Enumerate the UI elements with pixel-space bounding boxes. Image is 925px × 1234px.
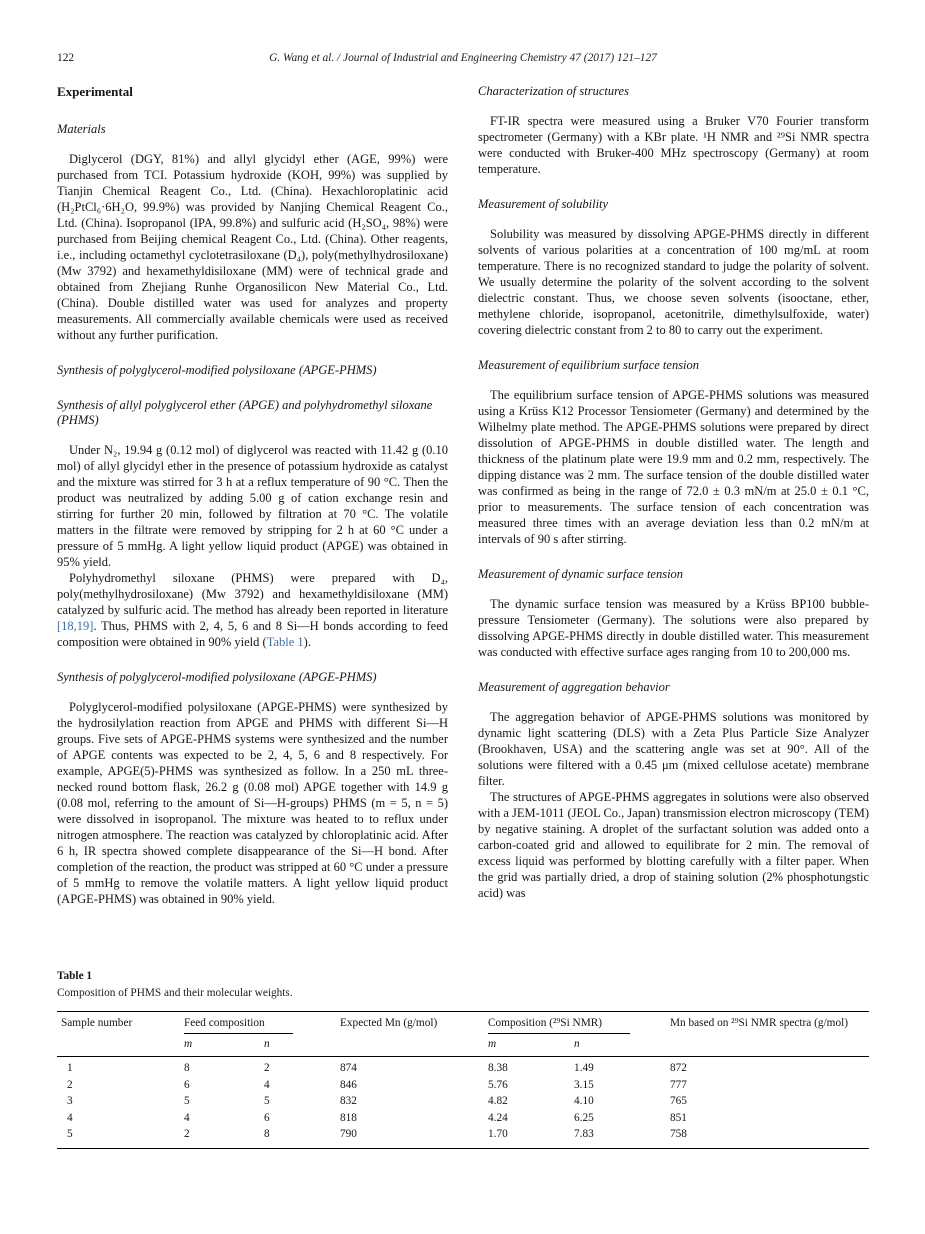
cell-feed-n: 2: [264, 1062, 270, 1074]
subsection-heading-aggregation-behavior: Measurement of aggregation behavior: [478, 680, 670, 694]
cell-sample: 2: [67, 1078, 73, 1091]
cell-nmr-m: 5.76: [488, 1078, 508, 1091]
paragraph-solubility: Solubility was measured by dissolving APGE-PHMS directly in different solvents of various polarities at a concentration of 100 mg/mL at room temperature. There is no recognized standard to judge the polarity of solvent. We usually determine the polarity of the solvent according to the solvent dielectric constant. Thus, we choose seven solvents (isooctane, ether, methylene chloride, isopropanol, acetonitrile, dimethylsulfoxide, water) covering dielectric constant from 2 to 80 to carry out the experiment.: [478, 227, 869, 337]
subsubsection-heading-synthesis-apge-phms-precursors: Synthesis of allyl polyglycerol ether (APGE) and polyhydromethyl siloxane (PHMS): [57, 398, 433, 427]
subsection-heading-materials: Materials: [57, 122, 106, 136]
table1-caption: Composition of PHMS and their molecular weights.: [57, 986, 293, 999]
table-row: [57, 1110, 869, 1127]
section-heading-experimental: Experimental: [57, 84, 133, 99]
table1-block: [57, 970, 869, 1149]
paragraph-synthesis-phms: [57, 570, 448, 650]
column-header-feed-composition: [184, 1012, 340, 1036]
cell-feed-m: 4: [184, 1111, 190, 1124]
column-header-mn-nmr: Mn based on ²⁹Si NMR spectra (g/mol): [670, 1017, 849, 1029]
cell-mn: 872: [670, 1062, 687, 1074]
subcolumn-header-nmr-m: m: [488, 1037, 497, 1050]
phms-text-1: Polyhydromethyl siloxane (PHMS) were prepared with D₄, poly(methylhydrosiloxane) (Mw 3792) and hexamethyldisiloxane (MM) catalyzed by sulfuric acid. The method has already been reported in literature: [57, 571, 448, 617]
cell-expected-mn: 846: [340, 1078, 357, 1091]
cell-mn: 851: [670, 1111, 687, 1124]
column-header-sample-number: Sample number: [61, 1017, 133, 1029]
cell-nmr-n: 1.49: [574, 1062, 594, 1074]
table1-label: Table 1: [57, 970, 93, 982]
paragraph-synthesis-apge: Under N₂, 19.94 g (0.12 mol) of diglycerol was reacted with 11.42 g (0.10 mol) of allyl glycidyl ether in the presence of potassium hydroxide as catalyst and the mixture was stirred for 3 h at a reflux temperature of 90 °C. Then the product was neutralized by adding 5.00 g of cation exchange resin and stirring for further 20 min, followed by filtration at 70 °C. The volatile matters in the filtrate were removed by stripping for 2 h at 60 °C under a pressure of 5 mmHg. A light yellow liquid product (APGE) was obtained in 95% yield.: [57, 443, 448, 569]
subcolumn-header-feed-m: m: [184, 1037, 193, 1050]
table-row: [57, 1057, 869, 1078]
paragraph-characterization: FT-IR spectra were measured using a Bruker V70 Fourier transform spectrometer (Germany) with a KBr plate. ¹H NMR and ²⁹Si NMR spectra were conducted with Bruker-400 MHz spectroscopy (Germany) at room temperature.: [478, 114, 869, 176]
subsection-heading-solubility: Measurement of solubility: [478, 197, 609, 211]
cell-sample: 4: [67, 1111, 73, 1124]
column-header-expected-mn: Expected Mn (g/mol): [340, 1017, 438, 1029]
table-row: [57, 1094, 869, 1111]
cell-expected-mn: 832: [340, 1095, 357, 1107]
subsubsection-heading-synthesis-modified-polysiloxane: Synthesis of polyglycerol-modified polysiloxane (APGE-PHMS): [57, 670, 377, 684]
cell-nmr-m: 4.82: [488, 1095, 508, 1107]
table-row: [57, 1127, 869, 1149]
cell-expected-mn: 874: [340, 1062, 357, 1074]
subcolumn-header-feed-n: n: [264, 1037, 270, 1050]
column-header-feed-composition-text: Feed composition: [184, 1017, 293, 1034]
cell-nmr-n: 7.83: [574, 1128, 594, 1140]
subsection-heading-characterization: Characterization of structures: [478, 84, 629, 98]
table1: [57, 1011, 869, 1149]
paragraph-equilibrium-surface-tension: The equilibrium surface tension of APGE-PHMS solutions was measured using a Krüss K12 Processor Tensiometer (Germany) and determined by the Wilhelmy plate method. The APGE-PHMS solutions were prepared by direct dissolution of APGE-PHMS in double distilled water. The length and thickness of the platinum plate were 19.9 mm and 0.2 mm, respectively. The dipping distance was 2 mm. The surface tension of the double distilled water was confirmed as being in the range of 72.0 ± 0.3 mN/m at 25.0 ± 0.1 °C, prior to measurements. The surface tension of each concentration was measured three times with an average deviation less than 0.2 mN/m at intervals of 90 s after stirring.: [478, 388, 869, 546]
column-header-composition-si-nmr-text: Composition (²⁹Si NMR): [488, 1017, 630, 1034]
cell-mn: 765: [670, 1095, 687, 1107]
subcolumn-header-nmr-n: n: [574, 1037, 580, 1050]
right-column: [478, 84, 869, 907]
paragraph-aggregation-tem: The structures of APGE-PHMS aggregates in solutions were also observed with a JEM-1011 (JEOL Co., Japan) transmission electron microscopy (TEM) by negative staining. A droplet of the surfactant solution was added onto a carbon-coated grid and allowed to equilibrate for 2 min. The removal of excess liquid was performed by blotting carefully with a filter paper. When the grid was partially dried, a drop of staining solution (2% phosphotungstic acid) was: [478, 790, 870, 900]
cell-feed-m: 6: [184, 1078, 190, 1091]
cell-expected-mn: 818: [340, 1111, 357, 1124]
left-column: [57, 84, 448, 907]
cell-feed-n: 4: [264, 1078, 270, 1091]
running-head: G. Wang et al. / Journal of Industrial and Engineering Chemistry 47 (2017) 121–127: [269, 52, 657, 64]
paragraph-aggregation-dls: The aggregation behavior of APGE-PHMS solutions was monitored by dynamic light scattering (DLS) with a Zeta Plus Particle Size Analyzer (Brookhaven, USA) and the scattering angle was set at 90°. All of the solutions were filtered with a 0.45 μm (mixed cellulose acetate) membrane filter.: [478, 710, 869, 788]
cell-nmr-n: 6.25: [574, 1111, 594, 1124]
column-header-composition-si-nmr: [488, 1012, 670, 1036]
cell-sample: 1: [67, 1062, 73, 1074]
subsection-heading-dynamic-surface-tension: Measurement of dynamic surface tension: [478, 567, 684, 581]
citation-link-18-19[interactable]: [18,19]: [57, 619, 94, 633]
subsection-heading-synthesis-apge-phms: Synthesis of polyglycerol-modified polysiloxane (APGE-PHMS): [57, 363, 377, 377]
paragraph-synthesis-apge-phms: Polyglycerol-modified polysiloxane (APGE-PHMS) were synthesized by the hydrosilylation reaction from APGE and PHMS with different Si—H groups. Five sets of APGE-PHMS systems were synthesized and the number of APGE contents was expected to be 2, 4, 5, 6 and 8 respectively. For example, APGE(5)-PHMS was synthesized as follow. In a 250 mL three-necked round bottom flask, 26.2 g (0.08 mol) APGE together with 14.9 g (0.08 mol, referring to the amount of Si—H-groups) PHMS (m = 5, n = 5) were dissolved in isopropanol. The mixture was heated to to reflux under nitrogen atmosphere. The reaction was catalyzed by chloroplatinic acid. After 6 h, IR spectra showed complete disappearance of the Si—H bond. After completion of the reaction, the product was stripped at 60 °C under a pressure of 5 mmHg to remove the volatile matters. A light yellow liquid product (APGE-PHMS) was obtained in 90% yield.: [57, 700, 448, 906]
phms-text-2: . Thus, PHMS with 2, 4, 5, 6 and 8 Si—H bonds according to feed composition were obtained in 90% yield (: [57, 619, 448, 649]
cell-feed-n: 8: [264, 1128, 270, 1140]
table1-crossref-link[interactable]: Table 1: [266, 635, 304, 649]
cell-feed-n: 6: [264, 1111, 270, 1124]
cell-feed-n: 5: [264, 1095, 270, 1107]
cell-nmr-n: 3.15: [574, 1078, 594, 1091]
cell-sample: 3: [67, 1095, 73, 1107]
cell-nmr-n: 4.10: [574, 1095, 594, 1107]
cell-feed-m: 8: [184, 1062, 190, 1074]
phms-text-3: ).: [303, 635, 311, 649]
paragraph-materials: Diglycerol (DGY, 81%) and allyl glycidyl ether (AGE, 99%) were purchased from TCI. Potassium hydroxide (KOH, 99%) was supplied by Tianjin Chemical Reagent Co., Ltd. (China). Hexachloroplatinic acid (H₂PtCl₆·6H₂O, 99.9%) was provided by Nanjing Chemical Reagent Co., Ltd. (China). Isopropanol (IPA, 99.8%) and sulfuric acid (H₂SO₄, 98%) were purchased from Beijing chemical Reagent Co., Ltd. (China). Other reagents, i.e., including octamethyl cyclotetrasiloxane (D₄), poly(methylhydrosiloxane) (Mw 3792) and hexamethyldisiloxane (MM) were of technical grade and obtained from Zhejiang Runhe Organosilicon New Material Co., Ltd. (China). Double distilled water was used for analyzes and property measurements. All commercially available chemicals were used as received without any further purification.: [57, 152, 448, 342]
table1-header-row-1: [57, 1012, 869, 1036]
cell-nmr-m: 4.24: [488, 1111, 508, 1124]
cell-sample: 5: [67, 1128, 73, 1140]
cell-expected-mn: 790: [340, 1128, 357, 1140]
cell-feed-m: 5: [184, 1095, 190, 1107]
page-header: [57, 52, 869, 64]
subsection-heading-equilibrium-surface-tension: Measurement of equilibrium surface tension: [478, 358, 700, 372]
cell-nmr-m: 1.70: [488, 1128, 508, 1140]
cell-nmr-m: 8.38: [488, 1062, 508, 1074]
page-number: 122: [57, 52, 75, 64]
paragraph-dynamic-surface-tension: The dynamic surface tension was measured by a Krüss BP100 bubble-pressure Tensiometer (Germany). The solutions were also prepared by dissolving APGE-PHMS directly in double distilled water. This measurement was conducted with effective surface ages ranging from 10 to 200,000 ms.: [478, 597, 869, 659]
cell-mn: 777: [670, 1078, 687, 1091]
cell-mn: 758: [670, 1128, 687, 1140]
table-row: [57, 1077, 869, 1094]
cell-feed-m: 2: [184, 1128, 190, 1140]
article-body: [57, 84, 869, 907]
